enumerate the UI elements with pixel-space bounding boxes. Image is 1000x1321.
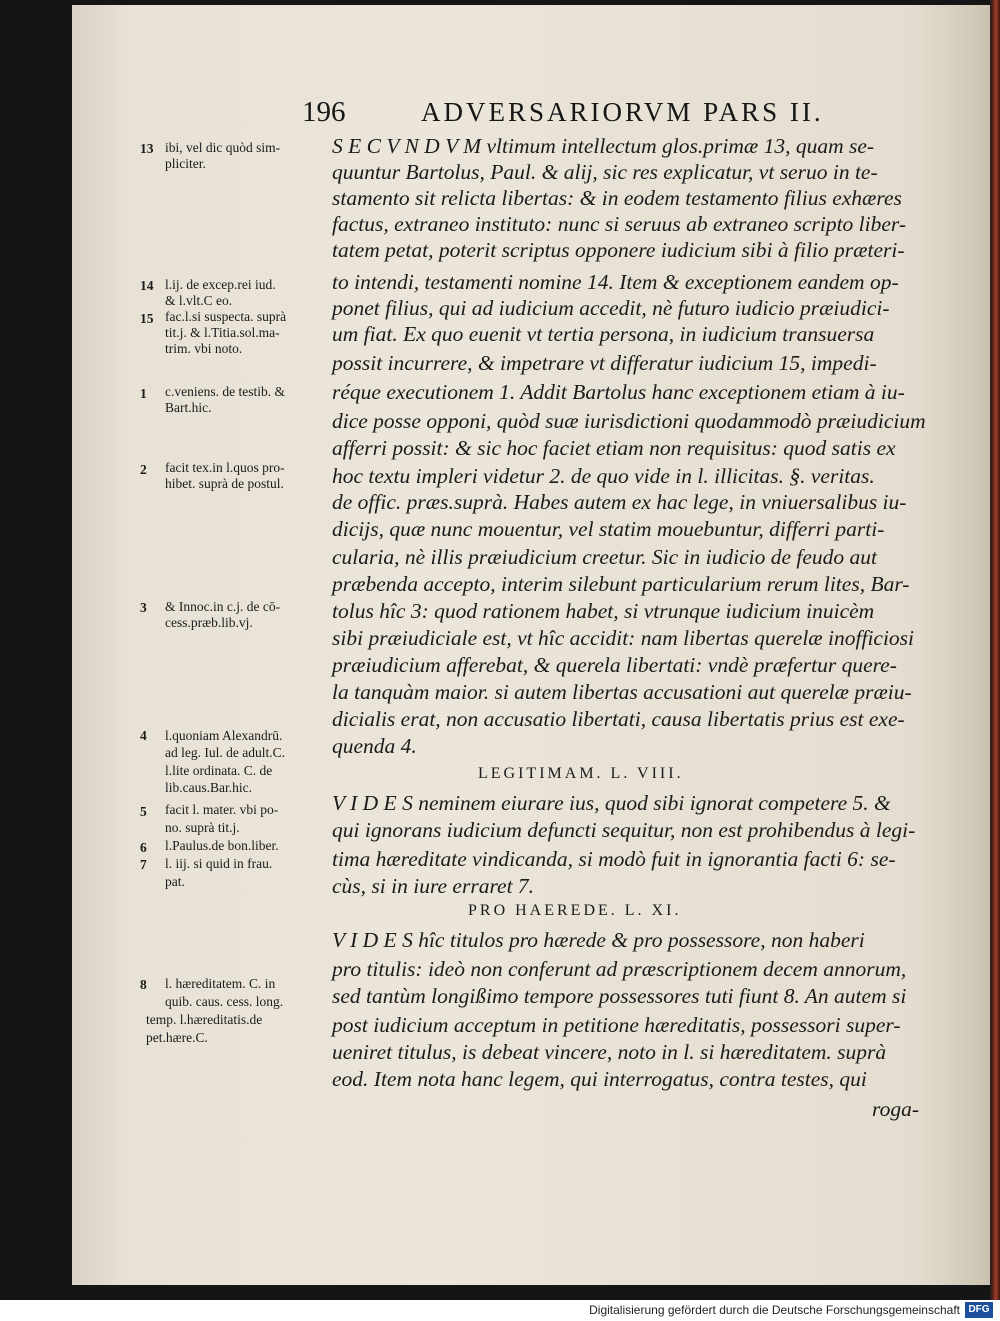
- text-line: S E C V N D V M vltimum intellectum glos.primæ 13, quam se-: [332, 134, 875, 158]
- note-number: 3: [140, 600, 147, 615]
- note-line: l.Paulus.de bon.liber.: [165, 838, 279, 853]
- note-line: l. iij. si quid in frau.: [165, 856, 273, 871]
- text-line: hoc textu impleri videtur 2. de quo vide in l. illicitas. §. veritas.: [332, 464, 875, 488]
- note-line: l. hæreditatem. C. in: [165, 976, 276, 991]
- note-number: 7: [140, 857, 147, 872]
- note-number: 13: [140, 141, 154, 156]
- book-spine: [990, 0, 1000, 1300]
- text-line: to intendi, testamenti nomine 14. Item & exceptionem eandem op-: [332, 270, 899, 294]
- section-heading: PRO HAEREDE. L. XI.: [468, 902, 682, 919]
- running-title: ADVERSARIORVM PARS II.: [421, 97, 824, 127]
- note-line: facit l. mater. vbi po-: [165, 802, 279, 817]
- note-line: lib.caus.Bar.hic.: [165, 780, 252, 795]
- note-line: l.quoniam Alexandrū.: [165, 728, 283, 743]
- note-line: no. suprà tit.j.: [165, 820, 240, 835]
- note-number: 8: [140, 977, 147, 992]
- note-number: 1: [140, 386, 147, 401]
- note-line: fac.l.si suspecta. suprà: [165, 309, 287, 324]
- text-line: réque executionem 1. Addit Bartolus hanc exceptionem etiam à iu-: [332, 380, 905, 404]
- text-line: tolus hîc 3: quod rationem habet, si vtrunque iudicium inuicèm: [332, 599, 875, 623]
- text-line: ueniret titulus, is debeat vincere, noto in l. si hæreditatem. suprà: [332, 1040, 887, 1064]
- text-line: quenda 4.: [332, 734, 417, 758]
- text-line: dice posse opponi, quòd suæ iurisdictioni quodammodò præiudicium: [332, 409, 926, 433]
- text-line: cùs, si in iure erraret 7.: [332, 874, 535, 898]
- note-line: ibi, vel dic quòd sim-: [165, 140, 281, 155]
- page-number: 196: [302, 96, 346, 128]
- text-line: um fiat. Ex quo euenit vt tertia persona, in iudicium transuersa: [332, 322, 875, 346]
- text-line: qui ignorans iudicium defuncti sequitur, non est prohibendus à legi-: [332, 818, 916, 842]
- text-line: post iudicium acceptum in petitione hæreditatis, possessori super-: [332, 1013, 901, 1037]
- text-line: la tanquàm maior. si autem libertas accusationi aut querelæ præiu-: [332, 680, 912, 704]
- page-header: [0, 96, 1000, 136]
- note-number: 14: [140, 278, 154, 293]
- text-line: quuntur Bartolus, Paul. & alij, sic res explicatur, vt seruo in te-: [332, 160, 878, 184]
- note-number: 15: [140, 311, 154, 326]
- note-number: 2: [140, 462, 147, 477]
- note-line: l.ij. de excep.rei iud.: [165, 277, 276, 292]
- funding-note: Digitalisierung gefördert durch die Deutsche Forschungsgemeinschaft: [589, 1303, 960, 1317]
- note-line: pet.hære.C.: [146, 1030, 208, 1045]
- text-line: dicialis erat, non accusatio libertati, causa libertatis prius est exe-: [332, 707, 905, 731]
- catchword: roga-: [872, 1097, 919, 1121]
- text-line: sibi præiudiciale est, vt hîc accidit: nam libertas querelæ inofficiosi: [332, 626, 915, 650]
- note-line: pliciter.: [165, 156, 206, 171]
- note-line: & Innoc.in c.j. de cō-: [165, 599, 281, 614]
- dfg-logo-icon: DFG: [965, 1302, 993, 1318]
- note-line: cess.præb.lib.vj.: [165, 615, 253, 630]
- text-line: præiudicium afferebat, & querela libertati: vndè præfertur quere-: [332, 653, 897, 677]
- text-line: tima hæreditate vindicanda, si modò fuit in ignorantia facti 6: se-: [332, 847, 896, 871]
- note-line: tit.j. & l.Titia.sol.ma-: [165, 325, 280, 340]
- text-line: possit incurrere, & impetrare vt differatur iudicium 15, impedi-: [332, 351, 877, 375]
- note-line: l.lite ordinata. C. de: [165, 763, 273, 778]
- section-heading: LEGITIMAM. L. VIII.: [478, 765, 684, 782]
- note-line: temp. l.hæreditatis.de: [146, 1012, 263, 1027]
- text-line: V I D E S neminem eiurare ius, quod sibi ignorat competere 5. &: [332, 791, 891, 815]
- note-number: 4: [140, 728, 147, 743]
- text-line: de offic. præs.suprà. Habes autem ex hac lege, in vniuersalibus iu-: [332, 490, 907, 514]
- text-line: factus, extraneo instituto: nunc si seruus ab extraneo scripto liber-: [332, 212, 907, 236]
- text-line: eod. Item nota hanc legem, qui interrogatus, contra testes, qui: [332, 1067, 867, 1091]
- text-line: pro titulis: ideò non conferunt ad præscriptionem decem annorum,: [332, 957, 907, 981]
- text-line: dicijs, quæ nunc mouentur, vel statim mouebuntur, differri parti-: [332, 517, 885, 541]
- note-line: c.veniens. de testib. &: [165, 384, 285, 399]
- note-line: trim. vbi noto.: [165, 341, 243, 356]
- text-line: cularia, nè illis præiudicium creetur. Sic in iudicio de feudo aut: [332, 545, 877, 569]
- note-line: Bart.hic.: [165, 400, 212, 415]
- text-line: afferri possit: & sic hoc faciet etiam non requisitus: quod satis ex: [332, 436, 896, 460]
- note-line: ad leg. Iul. de adult.C.: [165, 745, 285, 760]
- text-line: præbenda accepto, interim silebunt particularium rerum lites, Bar-: [332, 572, 910, 596]
- note-line: pat.: [165, 874, 185, 889]
- note-number: 5: [140, 804, 147, 819]
- note-line: quib. caus. cess. long.: [165, 994, 284, 1009]
- text-line: stamento sit relicta libertas: & in eodem testamento filius exhæres: [332, 186, 902, 210]
- note-line: facit tex.in l.quos pro-: [165, 460, 285, 475]
- note-line: hibet. suprà de postul.: [165, 476, 284, 491]
- text-line: ponet filius, qui ad iudicium accedit, nè futuro iudicio præiudici-: [332, 296, 890, 320]
- note-number: 6: [140, 840, 147, 855]
- footer-bar: [0, 1300, 1000, 1321]
- text-line: V I D E S hîc titulos pro hærede & pro possessore, non haberi: [332, 928, 865, 952]
- note-line: & l.vlt.C eo.: [165, 293, 233, 308]
- text-line: sed tantùm longißimo tempore possessores tuti fiunt 8. An autem si: [332, 984, 907, 1008]
- text-line: tatem petat, poterit scriptus opponere iudicium sibi à filio præteri-: [332, 238, 905, 262]
